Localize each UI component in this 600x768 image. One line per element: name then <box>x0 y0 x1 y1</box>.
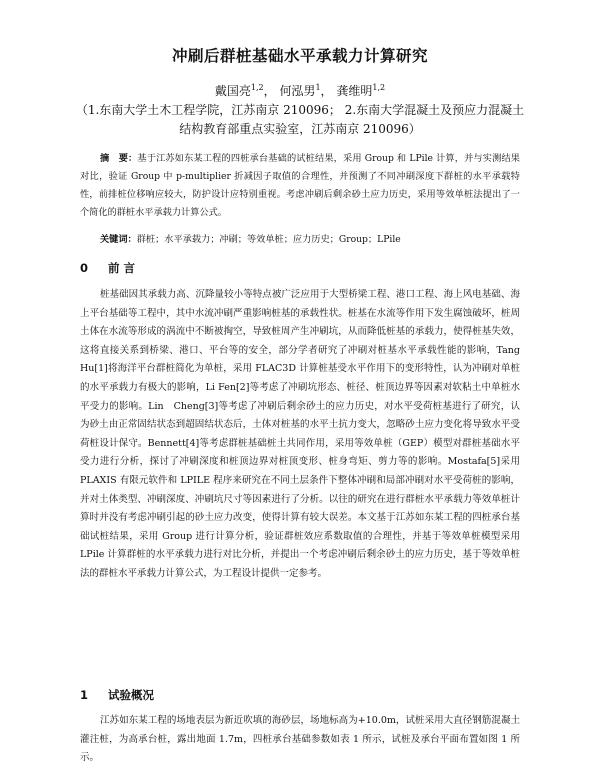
section-title: 前 言 <box>108 261 136 275</box>
author-name: 戴国亮 <box>214 84 251 98</box>
section-heading-test-overview <box>80 687 154 703</box>
abstract-text: 基于江苏如东某工程的四桩承台基础的试桩结果，采用 Group 和 LPile 计算，并与实测结果对比，验证 Group 中 p-multiplier 折减因子取值的合理性，并预测了不同冲刷深度下群桩的水平承载特性，前排桩位移响应较大，防护设计应特别重视。考虑冲刷后剩余砂土应力历史，采用等效单桩法提出了一个简化的群桩水平承载力计算公式。 <box>80 153 520 218</box>
keywords-label: 关键词： <box>100 234 137 245</box>
affiliation-line: 结构教育部重点实验室，江苏南京 210096） <box>179 122 421 136</box>
abstract-label: 摘 要： <box>100 153 138 164</box>
section-body-introduction: 桩基础因其承载力高、沉降量较小等特点被广泛应用于大型桥梁工程、港口工程、海上风电基础、海上平台基础等工程中，其中水流冲刷严重影响桩基的承载性状。桩基在水流等作用下发生腐蚀破坏，桩周土体在水流等形成的涡流中不断被掏空，导致桩周产生冲刷坑，从而降低桩基的承载力，使得桩基失效，这将直接关系到桥梁、港口、平台等的安全，部分学者研究了冲刷对桩基水平承载性能的影响，Tang Hu[1]将海洋平台群桩简化为单桩，采用 FLAC3D 计算桩基受水平作用下的变形特性，认为冲刷对单桩的水平承载力有极大的影响，Li Fen[2]等考虑了冲刷坑形态、桩径、桩顶边界等因素对软粘土中单桩水平受力的影响。Lin Cheng[3]等考虑了冲刷后剩余砂土的应力历史，对水平受荷桩基进行了研究，认为砂土由正常固结状态到超固结状态后，土体对桩基的水平土抗力变大，忽略砂土应力变化将导致水平受荷桩设计保守。Bennett[4]等考虑群桩基础桩土共同作用，采用等效单桩（GEP）模型对群桩基础水平受力进行分析，探讨了冲刷深度和桩顶边界对桩顶变形、桩身弯矩、剪力等的影响。Mostafa[5]采用 PLAXIS 有限元软件和 LPILE 程序来研究在不同土层条件下整体冲刷和局部冲刷对水平受荷桩的影响，并对土体类型、冲刷深度、冲刷坑尺寸等因素进行了分析。以往的研究在进行群桩水平承载力等效单桩计算时并没有考虑冲刷引起的砂土应力改变，使得计算有较大误差。本文基于江苏如东某工程的四桩承台基础试桩结果，采用 Group 进行计算分析，验证群桩效应系数取值的合理性，并基于等效单桩模型采用 LPile 计算群桩的水平承载力进行对比分析，并提出一个考虑冲刷后剩余砂土的应力历史，基于等效单桩法的群桩水平承载力计算公式，为工程设计提供一定参考。 <box>80 289 520 579</box>
section-title: 试验概况 <box>108 688 154 702</box>
affiliation-line: （1.东南大学土木工程学院，江苏南京 210096； 2.东南大学混凝土及预应力混凝土 <box>75 103 525 117</box>
author-name: 何泓男 <box>279 84 316 98</box>
paper-title: 冲刷后群桩基础水平承载力计算研究 <box>171 47 428 65</box>
affiliation <box>70 101 530 139</box>
section-body-test-overview: 江苏如东某工程的场地表层为新近吹填的海砂层，场地标高为+10.0m，试桩采用大直径钢筋混凝土灌注桩，为高承台桩，露出地面 1.7m，四桩承台基础参数如表 1 所示，试桩及承台平面布置如图 1 所示。 <box>80 715 520 764</box>
section-heading-introduction <box>80 260 135 276</box>
abstract <box>80 150 520 222</box>
author-affiliation-mark: 1,2 <box>250 83 264 92</box>
keywords <box>80 231 520 249</box>
section-number: 1 <box>80 688 89 702</box>
author-name: 龚维明 <box>336 84 373 98</box>
section-number: 0 <box>80 261 89 275</box>
keywords-text: 群桩；水平承载力；冲刷；等效单桩；应力历史；Group；LPile <box>136 234 401 245</box>
author-list: 戴国亮$^{1,2}$， 何泓男$^1$， 龚维明$^{1,2}$ <box>214 83 386 98</box>
author-affiliation-mark: 1,2 <box>372 83 386 92</box>
author-affiliation-mark: 1 <box>315 83 321 92</box>
